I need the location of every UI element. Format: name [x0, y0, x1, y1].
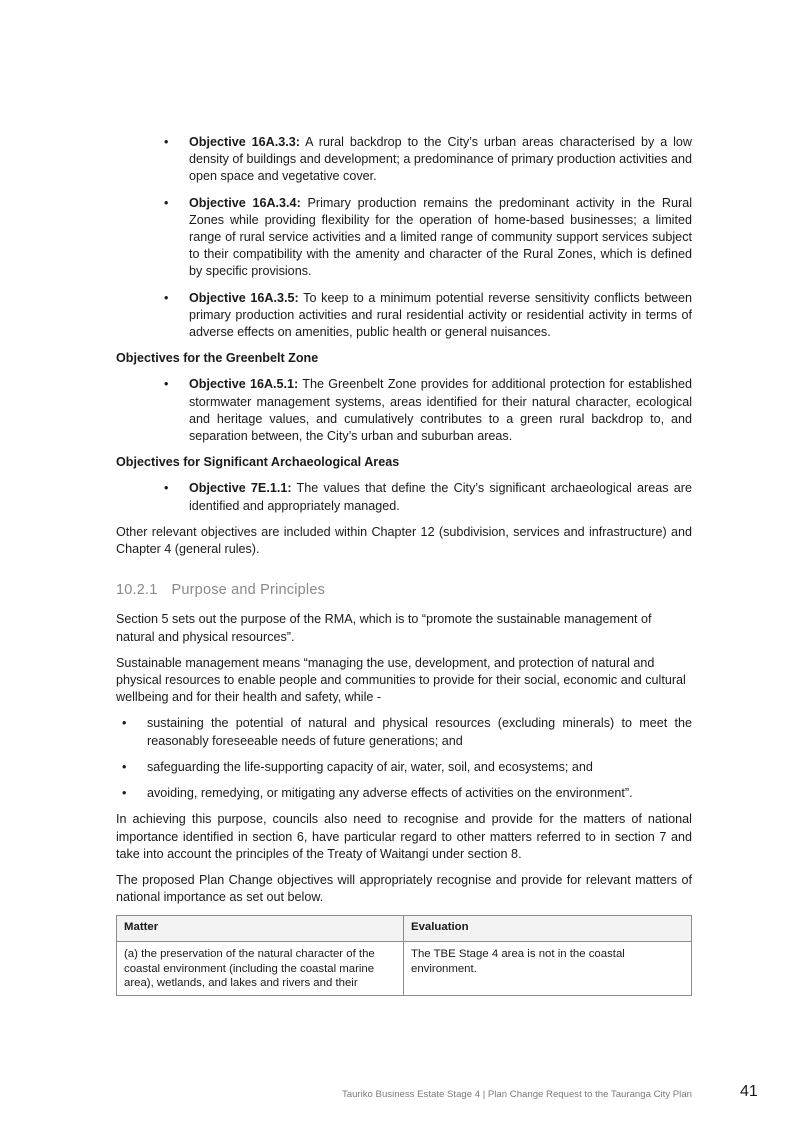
bullet-icon: • — [122, 759, 127, 774]
bullet-icon: • — [164, 481, 169, 496]
objective-label: Objective 16A.3.4: — [189, 195, 301, 210]
list-item — [116, 759, 692, 776]
table-cell: (a) the preservation of the natural character of the coastal environment (including the coastal marine area), wetlands, and lakes and rivers and their — [117, 942, 404, 996]
objective-label: Objective 7E.1.1: — [189, 481, 292, 496]
list-item-text: sustaining the potential of natural and physical resources (excluding minerals) to meet the reasonably foreseeable needs of future generations; and — [147, 716, 692, 748]
footer-text: Tauriko Business Estate Stage 4 | Plan Change Request to the Tauranga City Plan — [341, 1089, 692, 1100]
section-number: 10.2.1 — [116, 582, 158, 599]
archaeological-heading: Objectives for Significant Archaeological Areas — [116, 455, 400, 470]
proposed-paragraph: The proposed Plan Change objectives will appropriately recognise and provide for relevant matters of national importance as set out below. — [116, 872, 692, 905]
page-content — [116, 134, 692, 996]
bullet-icon: • — [164, 290, 169, 305]
objective-item — [116, 376, 692, 445]
objective-text: A rural backdrop to the City’s urban areas characterised by a low density of buildings and development; a predominance of primary production activities and open space and vegetative cover. — [189, 135, 693, 184]
table-cell: The TBE Stage 4 area is not in the coastal environment. — [404, 942, 692, 996]
table-header-row — [117, 916, 692, 942]
bullet-icon: • — [122, 786, 127, 801]
table-row — [117, 942, 692, 996]
bullet-icon: • — [164, 195, 169, 210]
objective-label: Objective 16A.3.5: — [189, 290, 299, 305]
objective-text: To keep to a minimum potential reverse sensitivity conflicts between primary production activities and rural residential activity or residential activity in terms of adverse effects on amenities, public health or general nuisances. — [189, 290, 692, 340]
list-item-text: avoiding, remedying, or mitigating any adverse effects of activities on the environment”. — [147, 786, 633, 801]
list-item — [116, 785, 692, 802]
objective-item — [116, 480, 692, 514]
bullet-icon: • — [164, 377, 169, 392]
sustainable-management-paragraph: Sustainable management means “managing the use, development, and protection of natural and physical resources to enable people and communities to provide for their social, economic and cultural wellbeing and for their health and safety, while - — [116, 655, 686, 705]
objective-item — [116, 134, 692, 186]
objective-label: Objective 16A.3.3: — [189, 135, 300, 149]
objective-text: The Greenbelt Zone provides for additional protection for established stormwater management systems, areas identified for their natural character, ecological and heritage values, and cumulatively contributes to a green rural backdrop to, and separation between, the City’s urban and suburban areas. — [189, 377, 692, 444]
column-header-evaluation: Evaluation — [404, 916, 692, 942]
councils-paragraph: In achieving this purpose, councils also need to recognise and provide for the matters of national importance identified in section 6, have particular regard to other matters referred to in section 7 and take into account the principles of the Treaty of Waitangi under section 8. — [116, 812, 692, 861]
section5-paragraph: Section 5 sets out the purpose of the RMA, which is to “promote the sustainable management of natural and physical resources”. — [116, 612, 652, 644]
bullet-icon: • — [164, 135, 169, 149]
matters-table — [116, 915, 692, 996]
other-objectives-paragraph: Other relevant objectives are included within Chapter 12 (subdivision, services and infrastructure) and Chapter 4 (general rules). — [116, 524, 692, 557]
section-title: Purpose and Principles — [171, 582, 326, 599]
objective-item — [116, 290, 692, 342]
list-item-text: safeguarding the life-supporting capacity of air, water, soil, and ecosystems; and — [147, 759, 593, 774]
list-item — [116, 715, 692, 749]
greenbelt-heading: Objectives for the Greenbelt Zone — [116, 351, 319, 366]
column-header-matter: Matter — [117, 916, 404, 942]
page-number: 41 — [740, 1083, 758, 1100]
bullet-icon: • — [122, 716, 127, 731]
section-heading — [116, 582, 692, 599]
objective-item — [116, 195, 692, 281]
objective-text: Primary production remains the predominant activity in the Rural Zones while providing flexibility for the operation of home-based businesses; a limited range of rural service activities and a limited range of community support services subject to their compatibility with the amenity and character of the Rural Zones, which is defined by specific provisions. — [189, 195, 692, 279]
objective-text: The values that define the City’s significant archaeological areas are identified and appropriately managed. — [189, 481, 692, 513]
objective-label: Objective 16A.5.1: — [189, 377, 299, 392]
